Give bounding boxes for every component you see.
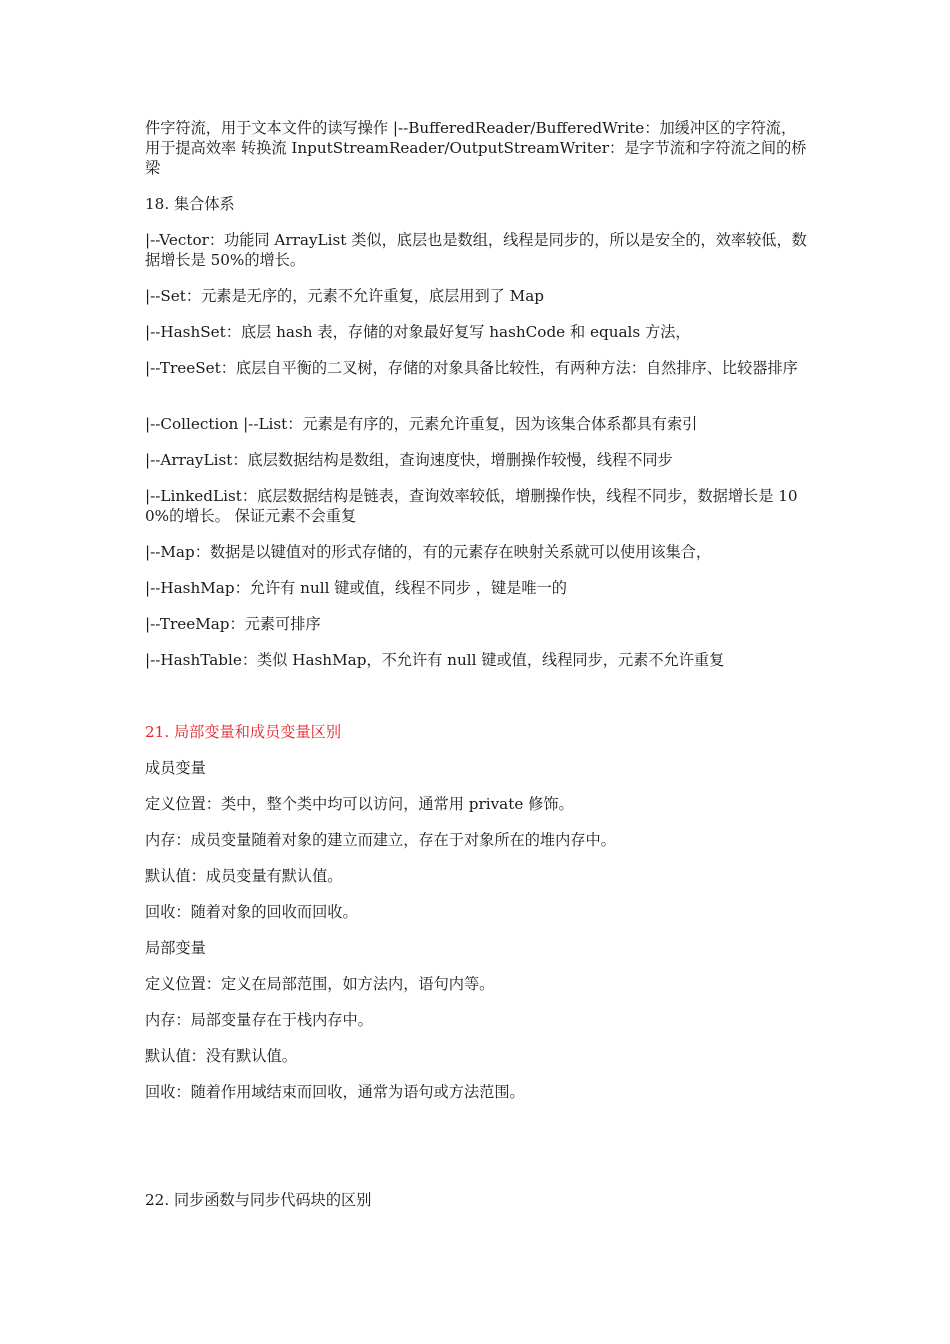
member-memory: 内存：成员变量随着对象的建立而建立，存在于对象所在的堆内存中。 [145,831,616,849]
paragraph-linkedlist: |--LinkedList：底层数据结构是链表，查询效率较低，增删操作快，线程不同步，数据增长是 100%的增长。 保证元素不会重复 [145,487,798,525]
paragraph-hashmap: |--HashMap：允许有 null 键或值，线程不同步 ，键是唯一的 [145,579,567,597]
local-definition: 定义位置：定义在局部范围，如方法内，语句内等。 [145,975,495,993]
local-memory: 内存：局部变量存在于栈内存中。 [145,1011,373,1029]
local-default: 默认值：没有默认值。 [145,1047,297,1065]
local-recycle: 回收：随着作用域结束而回收，通常为语句或方法范围。 [145,1083,525,1101]
paragraph-arraylist: |--ArrayList：底层数据结构是数组，查询速度快，增删操作较慢，线程不同步 [145,451,673,469]
subheading-local-variable: 局部变量 [145,939,206,957]
paragraph-treeset: |--TreeSet：底层自平衡的二叉树，存储的对象具备比较性，有两种方法：自然排序、比较器排序 [145,359,798,377]
paragraph-hashtable: |--HashTable：类似 HashMap，不允许有 null 键或值，线程同步，元素不允许重复 [145,651,725,669]
member-default: 默认值：成员变量有默认值。 [145,867,343,885]
paragraph-collection-list: |--Collection |--List：元素是有序的，元素允许重复，因为该集合体系都具有索引 [145,415,698,433]
heading-18-collections: 18. 集合体系 [145,195,235,213]
member-recycle: 回收：随着对象的回收而回收。 [145,903,358,921]
heading-21-variables: 21. 局部变量和成员变量区别 [145,723,342,741]
subheading-member-variable: 成员变量 [145,759,206,777]
paragraph-treemap: |--TreeMap：元素可排序 [145,615,321,633]
paragraph-io-streams: 件字符流，用于文本文件的读写操作 |--BufferedReader/BufferedWrite：加缓冲区的字符流，用于提高效率 转换流 InputStreamReader/OutputStreamWriter：是字节流和字符流之间的桥梁 [145,119,807,177]
paragraph-map: |--Map：数据是以键值对的形式存储的，有的元素存在映射关系就可以使用该集合， [145,543,712,561]
paragraph-set: |--Set：元素是无序的，元素不允许重复，底层用到了 Map [145,287,544,305]
heading-22-sync: 22. 同步函数与同步代码块的区别 [145,1191,372,1209]
member-definition: 定义位置：类中，整个类中均可以访问，通常用 private 修饰。 [145,795,574,813]
paragraph-hashset: |--HashSet：底层 hash 表，存储的对象最好复写 hashCode 和 equals 方法， [145,323,691,341]
paragraph-vector: |--Vector：功能同 ArrayList 类似，底层也是数组，线程是同步的，所以是安全的，效率较低，数据增长是 50%的增长。 [145,231,807,269]
